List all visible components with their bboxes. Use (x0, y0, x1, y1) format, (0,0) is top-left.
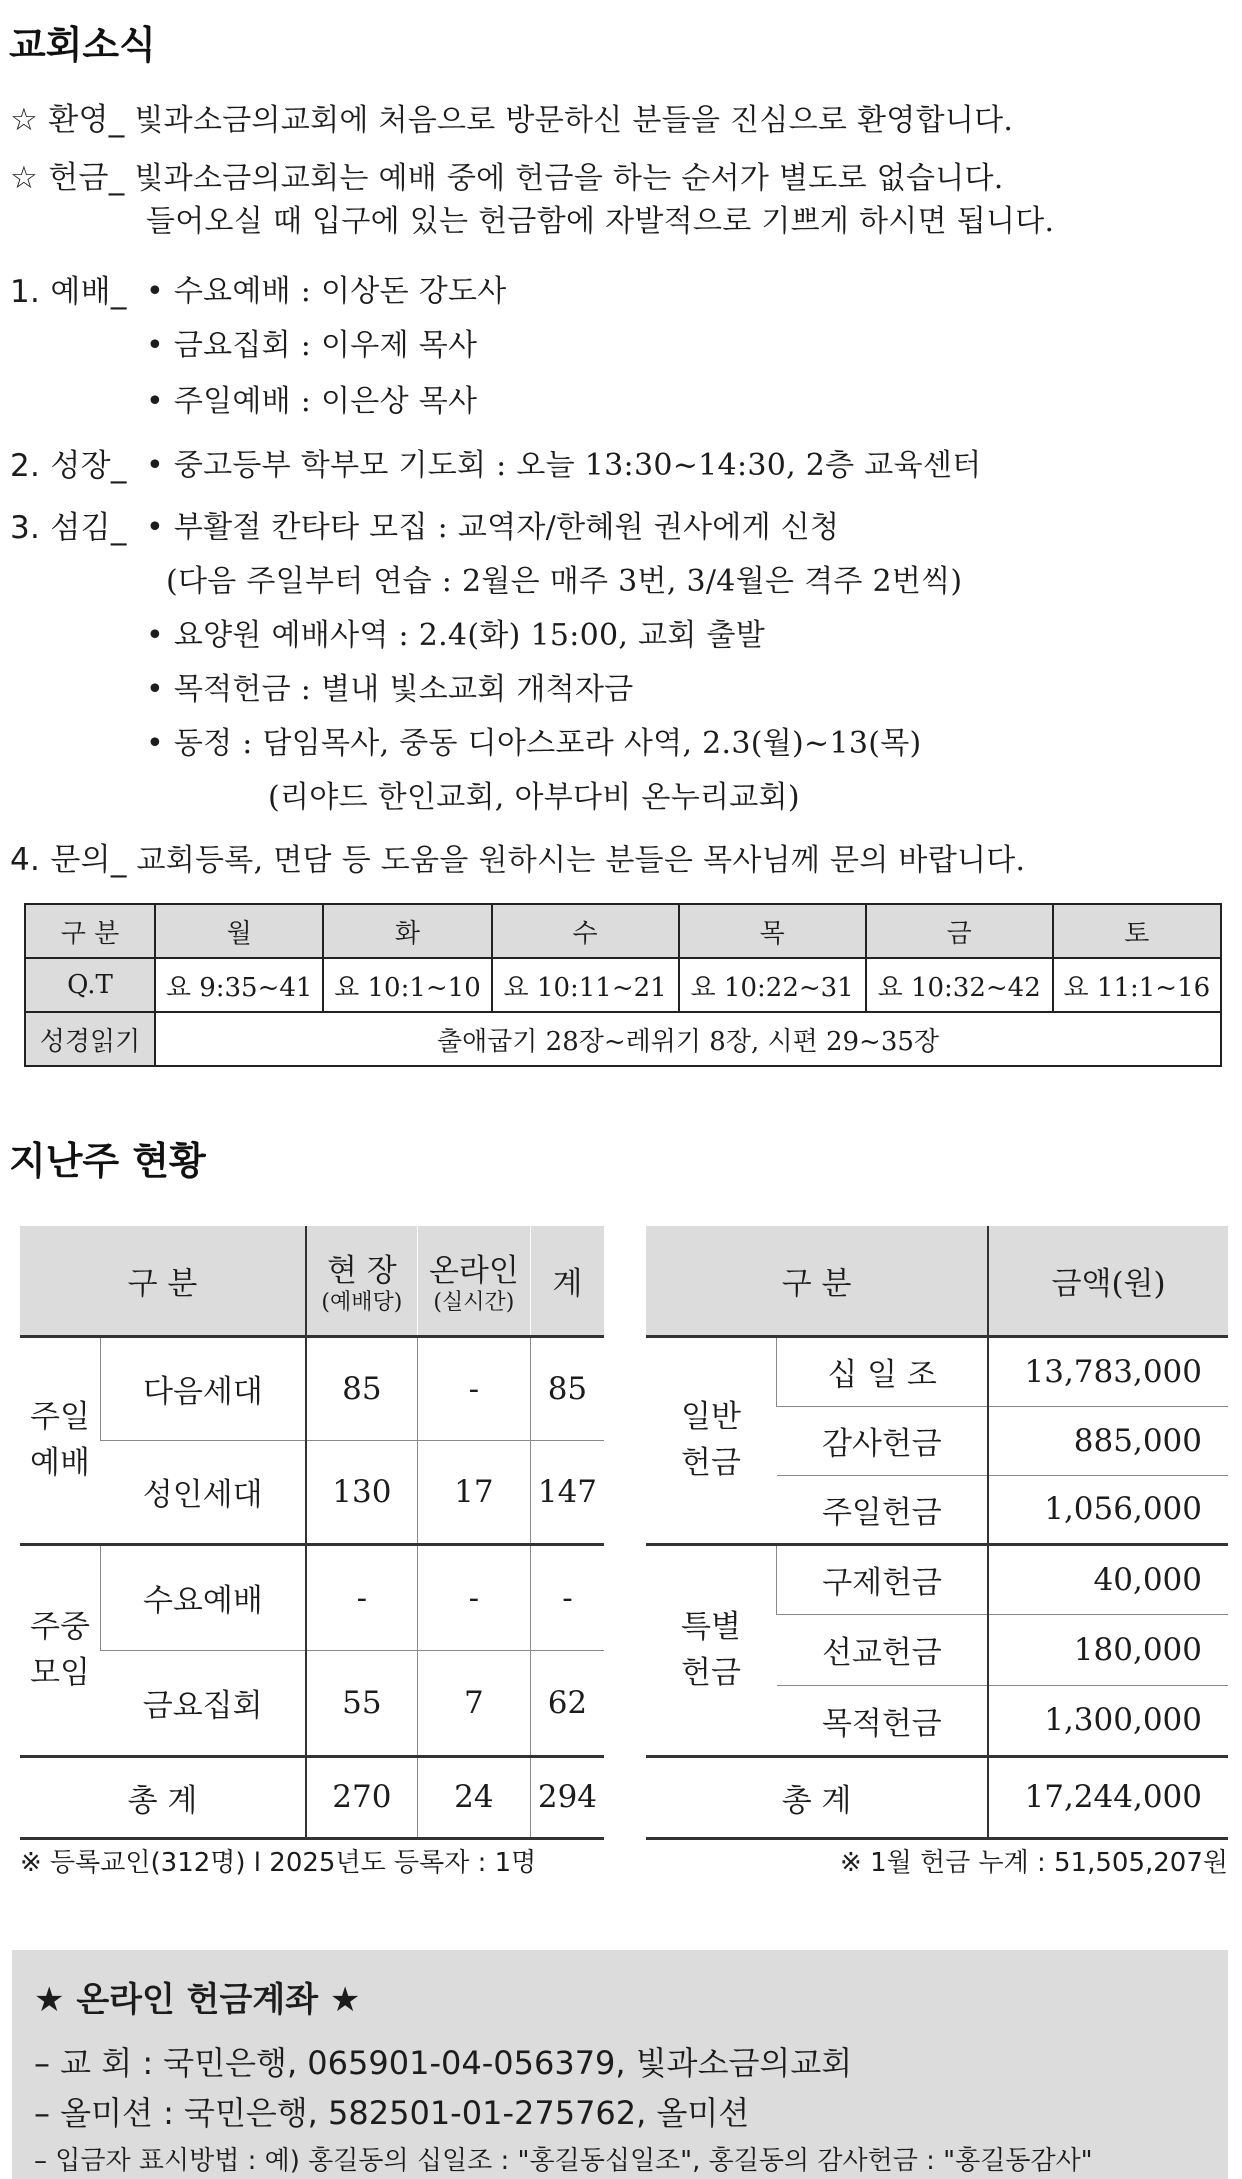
worship-item-3: • 주일예배 : 이은상 목사 (146, 384, 478, 419)
attendance-header-total: 계 (530, 1226, 604, 1336)
inquiry-text: 교회등록, 면담 등 도움을 원하시는 분들은 목사님께 문의 바랍니다. (136, 843, 1026, 878)
qt-fri: 요 10:32~42 (866, 958, 1053, 1012)
attendance-table (20, 1226, 604, 1840)
offering-row-name: 주일헌금 (777, 1475, 989, 1544)
bible-reading: 출애굽기 28장~레위기 8장, 시편 29~35장 (155, 1012, 1221, 1066)
attendance-row-name: 다음세대 (101, 1336, 306, 1440)
service-label: 3. 섬김_ (10, 510, 127, 546)
online-sub: (실시간) (433, 1289, 515, 1315)
offering-row-amount: 40,000 (988, 1544, 1228, 1614)
attendance-row-onsite: 55 (306, 1650, 418, 1756)
attendance-header-category: 구 분 (20, 1226, 306, 1336)
offering-row-name: 감사헌금 (777, 1406, 989, 1475)
offering-row-name: 선교헌금 (777, 1614, 989, 1685)
service-line-6: (리야드 한인교회, 아부다비 온누리교회) (268, 780, 800, 815)
attendance-total-row (20, 1756, 604, 1838)
offering-row-amount: 180,000 (988, 1614, 1228, 1685)
worship-item-2: • 금요집회 : 이우제 목사 (146, 328, 478, 363)
qt-label: Q.T (25, 958, 155, 1012)
welcome-text: 빛과소금의교회에 처음으로 방문하신 분들을 진심으로 환영합니다. (134, 103, 1014, 138)
attendance-group-sunday: 주일 예배 (20, 1336, 101, 1544)
attendance-row-total: - (530, 1544, 604, 1650)
qt-header-category: 구 분 (25, 904, 155, 958)
qt-table (24, 903, 1222, 1067)
attendance-row-name: 금요집회 (101, 1650, 306, 1756)
registered-members-note: ※ 등록교인(312명) l 2025년도 등록자 : 1명 (20, 1848, 537, 1878)
growth-text: • 중고등부 학부모 기도회 : 오늘 13:30~14:30, 2층 교육센터 (146, 448, 982, 483)
worship-label: 1. 예배_ (10, 274, 127, 310)
welcome-line (10, 94, 1013, 139)
online-account-title: ★ 온라인 헌금계좌 ★ (34, 1980, 361, 2020)
table-row (646, 1544, 1228, 1614)
attendance-row-online: - (417, 1336, 530, 1440)
qt-wed: 요 10:11~21 (492, 958, 679, 1012)
qt-header-mon: 월 (155, 904, 323, 958)
qt-tue: 요 10:1~10 (323, 958, 491, 1012)
attendance-row-onsite: 130 (306, 1440, 418, 1544)
table-row (646, 1336, 1228, 1406)
offering-total-row (646, 1756, 1228, 1838)
offering-total-amount: 17,244,000 (988, 1756, 1228, 1838)
offering-row-name: 구제헌금 (777, 1544, 989, 1614)
offering-row-amount: 885,000 (988, 1406, 1228, 1475)
attendance-row-total: 85 (530, 1336, 604, 1440)
attendance-total-onsite: 270 (306, 1756, 418, 1838)
offering-row-amount: 13,783,000 (988, 1336, 1228, 1406)
attendance-row-online: - (417, 1544, 530, 1650)
offering-header-amount: 금액(원) (988, 1226, 1228, 1336)
qt-mon: 요 9:35~41 (155, 958, 323, 1012)
offering-row-name: 십 일 조 (777, 1336, 989, 1406)
qt-header-fri: 금 (866, 904, 1053, 958)
online-label: 온라인 (428, 1252, 519, 1289)
attendance-total-online: 24 (417, 1756, 530, 1838)
qt-row (25, 958, 1221, 1012)
qt-header-row (25, 904, 1221, 958)
offering-cumulative-note: ※ 1월 헌금 누계 : 51,505,207원 (840, 1848, 1228, 1878)
deposit-name-method: – 입금자 표시방법 : 예) 홍길동의 십일조 : "홍길동십일조", 홍길동의 감사헌금 : "홍길동감사" (34, 2146, 1093, 2176)
offering-table (646, 1226, 1228, 1840)
account-line-allmission: – 올미션 : 국민은행, 582501-01-275762, 올미션 (34, 2094, 750, 2132)
table-row (20, 1544, 604, 1650)
offering-line (10, 152, 1004, 197)
qt-sat: 요 11:1~16 (1053, 958, 1221, 1012)
bible-label: 성경읽기 (25, 1012, 155, 1066)
service-line-3: • 요양원 예배사역 : 2.4(화) 15:00, 교회 출발 (146, 618, 766, 653)
onsite-sub: (예배당) (321, 1289, 403, 1315)
service-line-4: • 목적헌금 : 별내 빛소교회 개척자금 (146, 672, 634, 707)
attendance-row-onsite: - (306, 1544, 418, 1650)
offering-group-special: 특별 헌금 (646, 1544, 777, 1756)
qt-thu: 요 10:22~31 (679, 958, 866, 1012)
offering-text-1: 빛과소금의교회는 예배 중에 헌금을 하는 순서가 별도로 없습니다. (134, 161, 1004, 196)
attendance-total-label: 총 계 (20, 1756, 306, 1838)
offering-header-category: 구 분 (646, 1226, 988, 1336)
worship-item-1: • 수요예배 : 이상돈 강도사 (146, 274, 507, 309)
service-line-1: • 부활절 칸타타 모집 : 교역자/한혜원 권사에게 신청 (146, 510, 840, 545)
attendance-row-total: 62 (530, 1650, 604, 1756)
attendance-group-weekday: 주중 모임 (20, 1544, 101, 1756)
inquiry-label: 4. 문의_ (10, 842, 127, 878)
attendance-header-online (417, 1226, 530, 1336)
attendance-row-onsite: 85 (306, 1336, 418, 1440)
attendance-row-online: 17 (417, 1440, 530, 1544)
attendance-row-name: 성인세대 (101, 1440, 306, 1544)
offering-row-amount: 1,300,000 (988, 1685, 1228, 1756)
attendance-header-row (20, 1226, 604, 1336)
inquiry-line (10, 834, 1025, 879)
qt-header-sat: 토 (1053, 904, 1221, 958)
welcome-label: ☆ 환영_ (10, 102, 125, 138)
table-row (20, 1650, 604, 1756)
bible-row (25, 1012, 1221, 1066)
service-line-2: (다음 주일부터 연습 : 2월은 매주 3번, 3/4월은 격주 2번씩) (166, 564, 963, 599)
online-account-box (12, 1950, 1228, 2179)
attendance-row-total: 147 (530, 1440, 604, 1544)
table-row (20, 1440, 604, 1544)
attendance-row-online: 7 (417, 1650, 530, 1756)
qt-header-thu: 목 (679, 904, 866, 958)
offering-group-general: 일반 헌금 (646, 1336, 777, 1544)
offering-label: ☆ 헌금_ (10, 160, 125, 196)
attendance-header-onsite (306, 1226, 418, 1336)
service-line-5: • 동정 : 담임목사, 중동 디아스포라 사역, 2.3(월)~13(목) (146, 726, 922, 761)
qt-header-wed: 수 (492, 904, 679, 958)
growth-label: 2. 성장_ (10, 448, 127, 484)
offering-header-row (646, 1226, 1228, 1336)
qt-header-tue: 화 (323, 904, 491, 958)
account-line-church: – 교 회 : 국민은행, 065901-04-056379, 빛과소금의교회 (34, 2044, 853, 2082)
news-title: 교회소식 (9, 23, 156, 67)
offering-total-label: 총 계 (646, 1756, 988, 1838)
onsite-label: 현 장 (327, 1252, 397, 1289)
attendance-row-name: 수요예배 (101, 1544, 306, 1650)
attendance-total-total: 294 (530, 1756, 604, 1838)
status-title: 지난주 현황 (9, 1139, 206, 1183)
table-row (20, 1336, 604, 1440)
offering-row-amount: 1,056,000 (988, 1475, 1228, 1544)
offering-row-name: 목적헌금 (777, 1685, 989, 1756)
offering-text-2: 들어오실 때 입구에 있는 헌금함에 자발적으로 기쁘게 하시면 됩니다. (146, 204, 1055, 239)
